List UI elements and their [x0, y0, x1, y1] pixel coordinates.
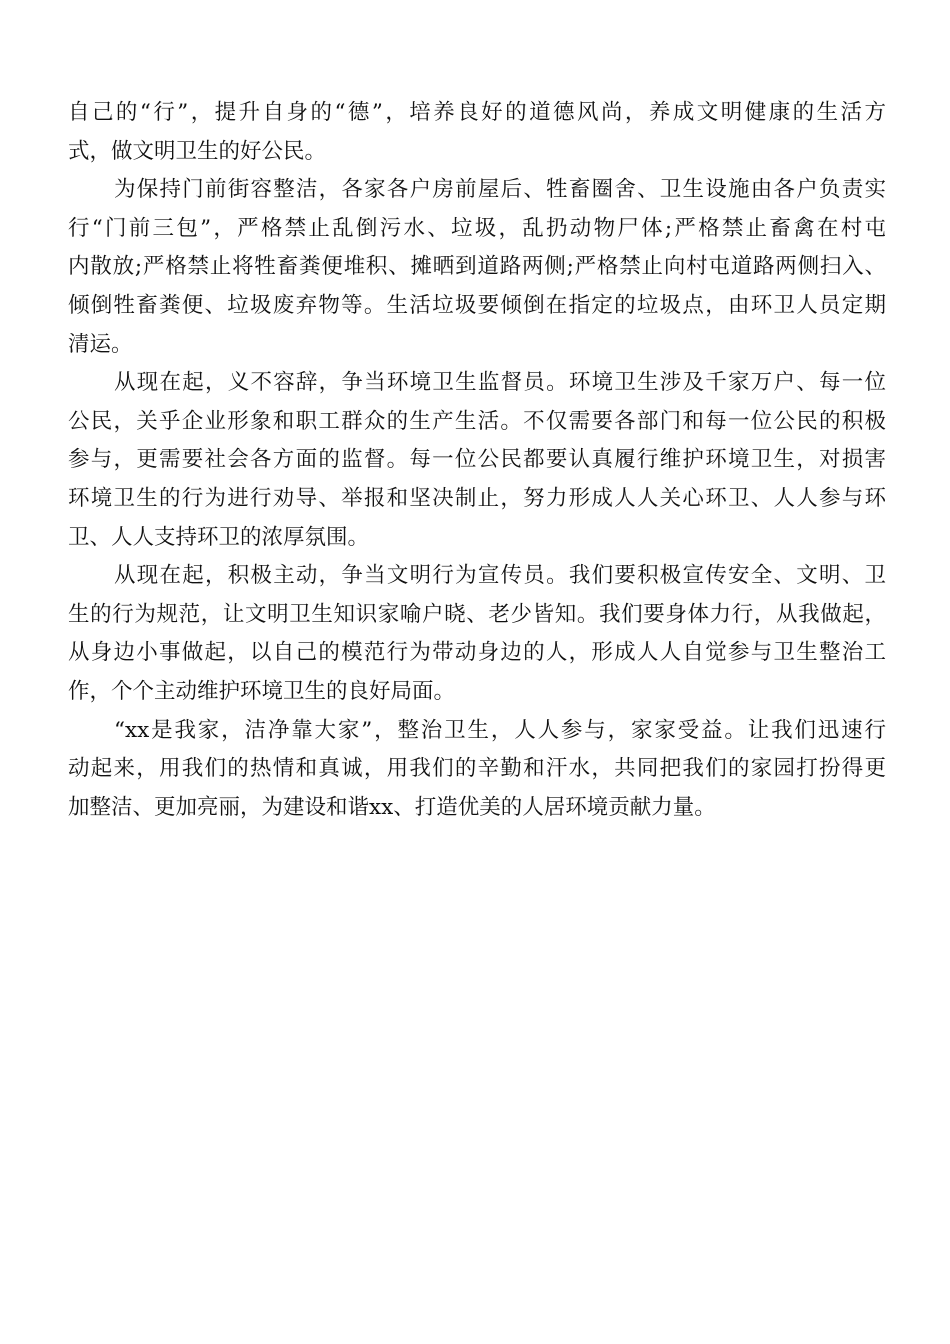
text-line: 从身边小事做起，以自己的模范行为带动身边的人，形成人人自觉参与卫生整治工: [68, 640, 886, 666]
text-line: 行“门前三包”，严格禁止乱倒污水、垃圾，乱扔动物尸体;严格禁止畜禽在村屯: [68, 215, 886, 241]
text-line: 公民，关乎企业形象和职工群众的生产生活。不仅需要各部门和每一位公民的积极: [68, 408, 886, 434]
text-line: 动起来，用我们的热情和真诚，用我们的辛勤和汗水，共同把我们的家园打扮得更: [68, 756, 886, 782]
text-line: 清运。: [68, 331, 133, 357]
text-line: 从现在起，义不容辞，争当环境卫生监督员。环境卫生涉及千家万户、每一位: [114, 370, 886, 396]
text-line: 式，做文明卫生的好公民。: [68, 138, 327, 164]
text-line: 内散放;严格禁止将牲畜粪便堆积、摊晒到道路两侧;严格禁止向村屯道路两侧扫入、: [68, 254, 886, 280]
text-line: 作，个个主动维护环境卫生的良好局面。: [68, 678, 456, 704]
text-line: 倾倒牲畜粪便、垃圾废弃物等。生活垃圾要倾倒在指定的垃圾点，由环卫人员定期: [68, 292, 886, 318]
text-line: 生的行为规范，让文明卫生知识家喻户晓、老少皆知。我们要身体力行，从我做起，: [68, 601, 886, 627]
text-line: 卫、人人支持环卫的浓厚氛围。: [68, 524, 370, 550]
text-line: 加整洁、更加亮丽，为建设和谐xx、打造优美的人居环境贡献力量。: [68, 794, 716, 820]
document-body: [68, 94, 886, 827]
paragraph-1: [68, 94, 886, 171]
text-line: 环境卫生的行为进行劝导、举报和坚决制止，努力形成人人关心环卫、人人参与环: [68, 485, 886, 511]
text-line: “xx是我家，洁净靠大家”，整治卫生，人人参与，家家受益。让我们迅速行: [114, 717, 886, 743]
paragraph-3: [68, 364, 886, 557]
paragraph-4: [68, 557, 886, 711]
paragraph-5: [68, 712, 886, 828]
paragraph-2: [68, 171, 886, 364]
text-line: 为保持门前街容整洁，各家各户房前屋后、牲畜圈舍、卫生设施由各户负责实: [114, 177, 886, 203]
text-line: 参与，更需要社会各方面的监督。每一位公民都要认真履行维护环境卫生，对损害: [68, 447, 886, 473]
text-line: 从现在起，积极主动，争当文明行为宣传员。我们要积极宣传安全、文明、卫: [114, 563, 886, 589]
text-line: 自己的“行”，提升自身的“德”，培养良好的道德风尚，养成文明健康的生活方: [68, 100, 886, 125]
